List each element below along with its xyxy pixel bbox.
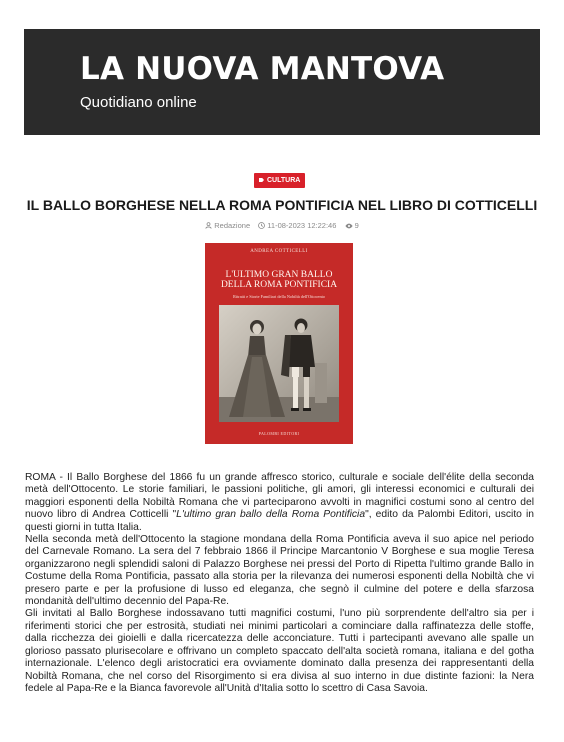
article-meta — [0, 221, 564, 230]
tag-icon — [259, 178, 264, 182]
category-label: CULTURA — [267, 177, 301, 184]
clock-icon — [258, 222, 265, 229]
cover-publisher: PALOMBI EDITORI — [258, 431, 300, 436]
article-paragraph: Gli invitati al Ballo Borghese indossavano tutti magnifici costumi, l'uno più sorprendente dell'altro sia per i riferimenti storici che per estrosità, studiati nei minimi particolari a cominciare dalla raffinatezza delle stoffe, dalla ricchezza dei gioielli e dalla ricercatezza delle acconciature. Tutti i partecipanti avevano alle spalle un glorioso passato plurisecolare e offrivano un completo spaccato dell'alta società romana, italiana e del gotha internazionale. L'elenco degli aristocratici era ovviamente dominato dalla presenza dei rappresentanti della Nobiltà Romana, che nel corso del Risorgimento si era divisa al suo interno in due distinte fazioni: la Nera fedele al Papa-Re e la Bianca favorevole all'Unità d'Italia sotto lo scettro di Casa Savoia. — [25, 608, 534, 694]
site-title[interactable]: LA NUOVA MANTOVA — [80, 51, 445, 87]
article-title: IL BALLO BORGHESE NELLA ROMA PONTIFICIA NEL LIBRO DI COTTICELLI — [26, 197, 538, 213]
cover-author: ANDREA COTTICELLI — [250, 249, 308, 254]
book-title-italic: L'ultimo gran ballo della Roma Pontificia — [176, 509, 366, 521]
article-author[interactable]: Redazione — [214, 221, 251, 230]
site-subtitle: Quotidiano online — [80, 94, 197, 111]
user-icon — [205, 222, 212, 229]
article-paragraph: Nella seconda metà dell'Ottocento la stagione mondana della Roma Pontificia aveva il suo apice nel periodo del Carnevale Romano. La sera del 7 febbraio 1866 il Principe Marcantonio V Borghese e sua moglie Teresa organizzarono negli splendidi saloni di Palazzo Borghese nei pressi del Porto di Ripetta l'ultimo grande Ballo in Costume della Roma Pontificia, passato alla storia per la rilevanza dei numerosi esponenti della Nobiltà che vi presero parte e per la profusione di lusso ed eleganza, che segnò il culmine del potere e della sfarzosa mondanità dell'ultimo decennio del Papa-Re. — [25, 534, 534, 608]
article-date: 11-08-2023 12:22:46 — [267, 221, 337, 230]
category-badge[interactable] — [254, 173, 305, 188]
eye-icon — [345, 223, 353, 229]
site-masthead[interactable] — [24, 29, 540, 135]
cover-subtitle: Ritratti e Storie Familiari della Nobiltà dell'Ottocento — [233, 294, 325, 299]
article-body — [25, 472, 534, 695]
cover-photograph — [219, 305, 339, 422]
book-cover-image — [205, 243, 353, 444]
article-paragraph: ROMA - Il Ballo Borghese del 1866 fu un grande affresco storico, culturale e sociale dell'élite della seconda metà dell'Ottocento. Le storie familiari, le passioni politiche, gli amori, gli interessi economici e culturali dei maggiori esponenti della Nobiltà Romana che vi parteciparono avvolti in magnifici costumi sono al centro del nuovo libro di Andrea Cotticelli "L'ultimo gran ballo della Roma Pontificia", edito da Palombi Editori, uscito in questi giorni in tutta Italia. — [25, 472, 534, 533]
article-views: 9 — [354, 221, 359, 230]
cover-title: L'ULTIMO GRAN BALLO DELLA ROMA PONTIFICIA — [220, 270, 338, 290]
